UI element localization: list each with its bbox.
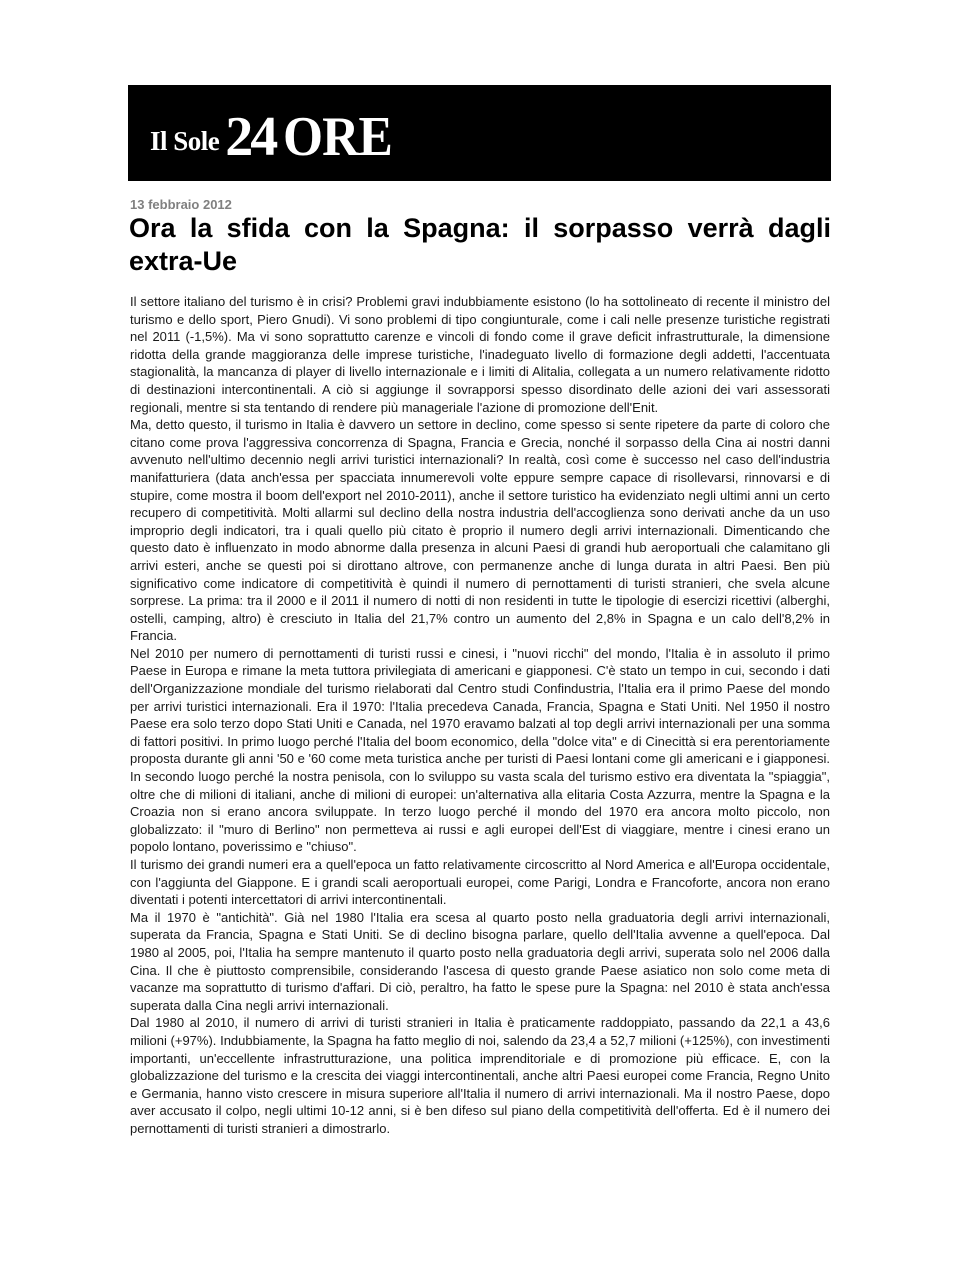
article-paragraph: Il settore italiano del turismo è in crisi? Problemi gravi indubbiamente esistono (lo ha sottolineato di recente il ministro del turismo e dello sport, Piero Gnudi). Vi sono problemi di tipo congiunturale, come i cali nelle presenze turistiche registrati nel 2011 (-1,5%). Ma vi sono soprattutto carenze e vincoli di fondo come il grave deficit infrastrutturale, la dimensione ridotta della grande maggioranza delle imprese turistiche, l'inadeguato livello di formazione degli addetti, l'accentuata stagionalità, la mancanza di player di livello internazionale e i limiti di Alitalia, collegata a un numero relativamente ridotto di destinazioni intercontinentali. A ciò si aggiunge il sovrapporsi spesso disordinato delle azioni dei vari assessorati regionali, mentre si sta tentando di rendere più manageriale l'azione di promozione dell'Enit.: [130, 294, 830, 415]
article-body: [130, 293, 830, 1138]
logo-word: ORE: [283, 106, 393, 168]
article-paragraph: Nel 2010 per numero di pernottamenti di turisti russi e cinesi, i "nuovi ricchi" del mondo, l'Italia è in assoluto il primo Paese in Europa e rimane la meta tuttora privilegiata di americani e giapponesi. C'è stato un tempo in cui, secondo i dati dell'Organizzazione mondiale del turismo rielaborati dal Centro studi Confindustria, l'Italia era il primo Paese del mondo per arrivi turistici internazionali. Era il 1970: l'Italia precedeva Canada, Francia, Spagna e Stati Uniti. Nel 1950 il nostro Paese era solo terzo dopo Stati Uniti e Canada, nel 1970 eravamo balzati al top degli arrivi internazionali per una somma di fattori positivi. In primo luogo perché l'Italia del boom economico, della "dolce vita" e di Cinecittà si era perentoriamente proposta durante gli anni '50 e '60 come meta turistica anche per turisti di Paesi lontani come gli americani e i giapponesi. In secondo luogo perché la nostra penisola, con lo sviluppo su vasta scala del turismo estivo era diventata la "spiaggia", oltre che di milioni di italiani, anche di milioni di europei: un'alternativa alla elitaria Costa Azzurra, mentre la Spagna e la Croazia non si erano ancora sviluppate. In terzo luogo perché il mondo del 1970 era ancora molto piccolo, non globalizzato: il "muro di Berlino" non permetteva ai russi e agli europei dell'Est di viaggiare, mentre i cinesi erano un popolo lontano, poverissimo e "chiuso".: [130, 645, 830, 855]
logo-number: 24: [225, 106, 276, 168]
logo-name: Il Sole: [150, 126, 220, 156]
article-paragraph: Dal 1980 al 2010, il numero di arrivi di turisti stranieri in Italia è praticamente raddoppiato, passando da 22,1 a 43,6 milioni (+97%). Indubbiamente, la Spagna ha fatto meglio di noi, salendo da 23,4 a 52,7 milioni (+125%), con investimenti importanti, un'eccellente infrastrutturazione, una politica imprenditoriale e di promozione più efficace. E, con la globalizzazione del turismo e la crescita dei viaggi intercontinentali, anche altri Paesi europei come Francia, Regno Unito e Germania, hanno visto crescere in misura superiore all'Italia il numero di arrivi internazionali. Ma il nostro Paese, dopo aver accusato il colpo, negli ultimi 10-12 anni, si è ben difeso sul piano della competitività dell'offerta. Ed è il numero dei pernottamenti di turisti stranieri a dimostrarlo.: [130, 1015, 830, 1136]
article-paragraph: Ma il 1970 è "antichità". Già nel 1980 l'Italia era scesa al quarto posto nella graduatoria degli arrivi internazionali, superata da Francia, Spagna e Stati Uniti. Se di declino bisogna parlare, quello dell'Italia avvenne a quell'epoca. Dal 1980 al 2005, poi, l'Italia ha sempre mantenuto il quarto posto nella graduatoria degli arrivi, superata solo nel 2006 dalla Cina. Il che è piuttosto comprensibile, considerando l'ascesa di questo grande Paese asiatico non solo come meta di vacanze ma soprattutto di turismo d'affari. Di ciò, peraltro, ha fatto le spese pure la Spagna: nel 2010 è stata anch'essa superata dalla Cina negli arrivi internazionali.: [130, 909, 830, 1013]
masthead-banner: [128, 85, 831, 181]
article-paragraph: Ma, detto questo, il turismo in Italia è davvero un settore in declino, come spesso si sente ripetere da parte di coloro che citano come prova l'aggressiva concorrenza di Spagna, Francia e Grecia, nonché il sorpasso della Cina ai nostri danni avvenuto nell'ultimo decennio negli arrivi turistici internazionali? In realtà, così come è successo nel caso dell'industria manifatturiera (data anch'essa per spacciata innumerevoli volte eppure sempre capace di risollevarsi, rinnovarsi e di stupire, come mostra il boom dell'export nel 2010-2011), anche il settore turistico ha evidenziato negli ultimi anni un certo recupero di competitività. Molti allarmi sul declino della nostra industria dell'accoglienza sono derivati anche da un uso improprio degli indicatori, tra i quali quello più citato è proprio il numero degli arrivi internazionali. Dimenticando che questo dato è influenzato in modo abnorme dalla presenza in alcuni Paesi di grandi hub aeroportuali che calamitano gli arrivi esteri, anche se questi poi si dirottano altrove, con permanenze anche di lunga durata in altri Paesi. Ben più significativo come indicatore di competitività è quindi il numero di pernottamenti di turisti stranieri, che svela alcune sorprese. La prima: tra il 2000 e il 2011 il numero di notti di non residenti in tutte le tipologie di esercizi ricettivi (alberghi, ostelli, camping, altro) è cresciuto in Italia del 21,7% contro un aumento del 2,8% in Spagna e un calo dell'8,2% in Francia.: [130, 417, 830, 644]
article-title: Ora la sfida con la Spagna: il sorpasso verrà dagli extra-Ue: [129, 213, 831, 276]
newspaper-logo: [150, 101, 402, 168]
article-date: 13 febbraio 2012: [130, 197, 232, 212]
article-paragraph: Il turismo dei grandi numeri era a quell'epoca un fatto relativamente circoscritto al Nord America e all'Europa occidentale, con l'aggiunta del Giappone. E i grandi scali aeroportuali europei, come Parigi, Londra e Francoforte, ancora non erano diventati i potenti intercettatori di arrivi intercontinentali.: [130, 857, 830, 908]
